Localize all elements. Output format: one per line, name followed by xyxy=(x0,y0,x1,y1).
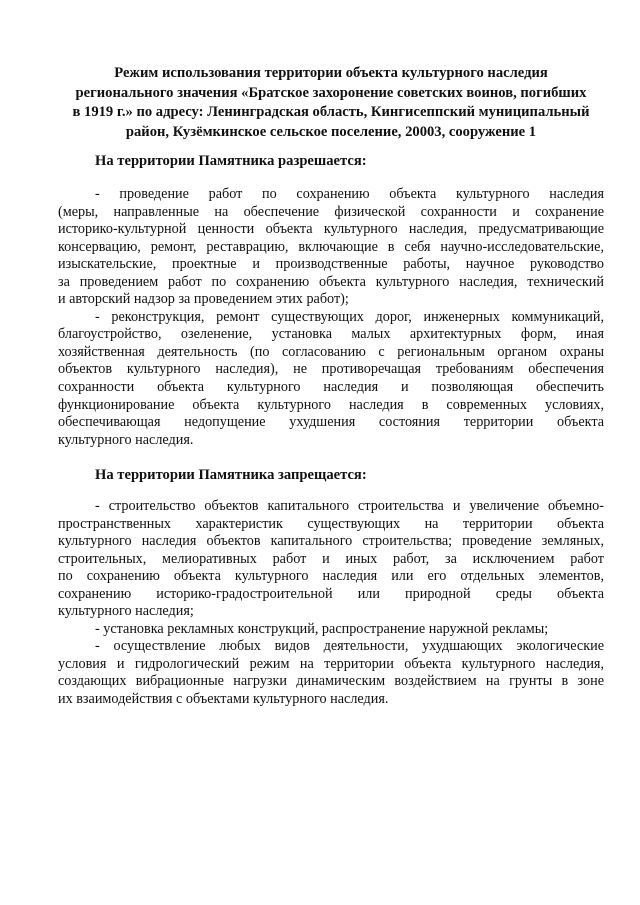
text-line: - установка рекламных конструкций, распространение наружной рекламы; xyxy=(95,620,549,637)
text-line: благоустройство, озеленение, установка малых архитектурных форм, иная xyxy=(58,326,604,343)
text-line: за проведением работ по сохранению объекта культурного наследия, технический xyxy=(58,273,604,290)
allowed-heading: На территории Памятника разрешается: xyxy=(95,153,367,169)
text-line: строительных, мелиоративных работ и иных работ, за исключением работ xyxy=(58,550,604,567)
text-line: культурного наследия. xyxy=(58,431,194,448)
text-line: обеспечивающая недопущение ухудшения состояния территории объекта xyxy=(58,414,604,431)
text-line: хозяйственная деятельность (по согласованию с региональным органом охраны xyxy=(58,343,604,360)
text-line: историко-культурной ценности объекта культурного наследия, предусматривающие xyxy=(58,221,604,238)
title-line: район, Кузёмкинское сельское поселение, 20003, сооружение 1 xyxy=(125,123,537,140)
text-line: консервацию, ремонт, реставрацию, включающие в себя научно-исследовательские, xyxy=(58,238,604,255)
text-line: сохранности объекта культурного наследия и позволяющая обеспечить xyxy=(58,379,604,396)
forbidden-heading: На территории Памятника запрещается: xyxy=(95,467,367,483)
text-line: пространственных характеристик существующих на территории объекта xyxy=(58,515,604,532)
text-line: - реконструкция, ремонт существующих дорог, инженерных коммуникаций, xyxy=(95,308,604,325)
title-line: Режим использования территории объекта культурного наследия xyxy=(114,65,548,81)
text-line: (меры, направленные на обеспечение физической сохранности и сохранение xyxy=(58,203,604,220)
title-line: регионального значения «Братское захоронение советских воинов, погибших xyxy=(75,84,587,101)
text-line: и авторский надзор за проведением этих работ); xyxy=(58,291,349,308)
text-line: - осуществление любых видов деятельности, ухудшающих экологические xyxy=(95,638,604,655)
text-line: - проведение работ по сохранению объекта культурного наследия xyxy=(95,186,604,202)
text-line: культурного наследия; xyxy=(58,603,194,620)
document-title xyxy=(58,64,604,142)
text-line: условия и гидрологический режим на территории объекта культурного наследия, xyxy=(58,655,604,672)
title-line: в 1919 г.» по адресу: Ленинградская область, Кингисеппский муниципальный xyxy=(72,104,590,120)
allowed-section xyxy=(58,186,604,449)
text-line: изыскательские, проектные и производственные работы, научное руководство xyxy=(58,256,604,273)
forbidden-section xyxy=(58,498,604,709)
text-line: - строительство объектов капитального строительства и увеличение объемно- xyxy=(95,498,604,514)
text-line: их взаимодействия с объектами культурного наследия. xyxy=(58,691,389,708)
text-line: сохранению историко-градостроительной или природной среды объекта xyxy=(58,585,604,602)
text-line: создающих вибрационные нагрузки динамическим воздействием на грунты в зоне xyxy=(58,673,604,690)
text-line: культурного наследия объектов капитального строительства; проведение земляных, xyxy=(58,533,604,550)
text-line: по сохранению объекта культурного наследия или его отдельных элементов, xyxy=(58,568,604,585)
text-line: функционирование объекта культурного наследия в современных условиях, xyxy=(58,396,604,413)
text-line: объектов культурного наследия), не противоречащая требованиям обеспечения xyxy=(58,361,604,378)
